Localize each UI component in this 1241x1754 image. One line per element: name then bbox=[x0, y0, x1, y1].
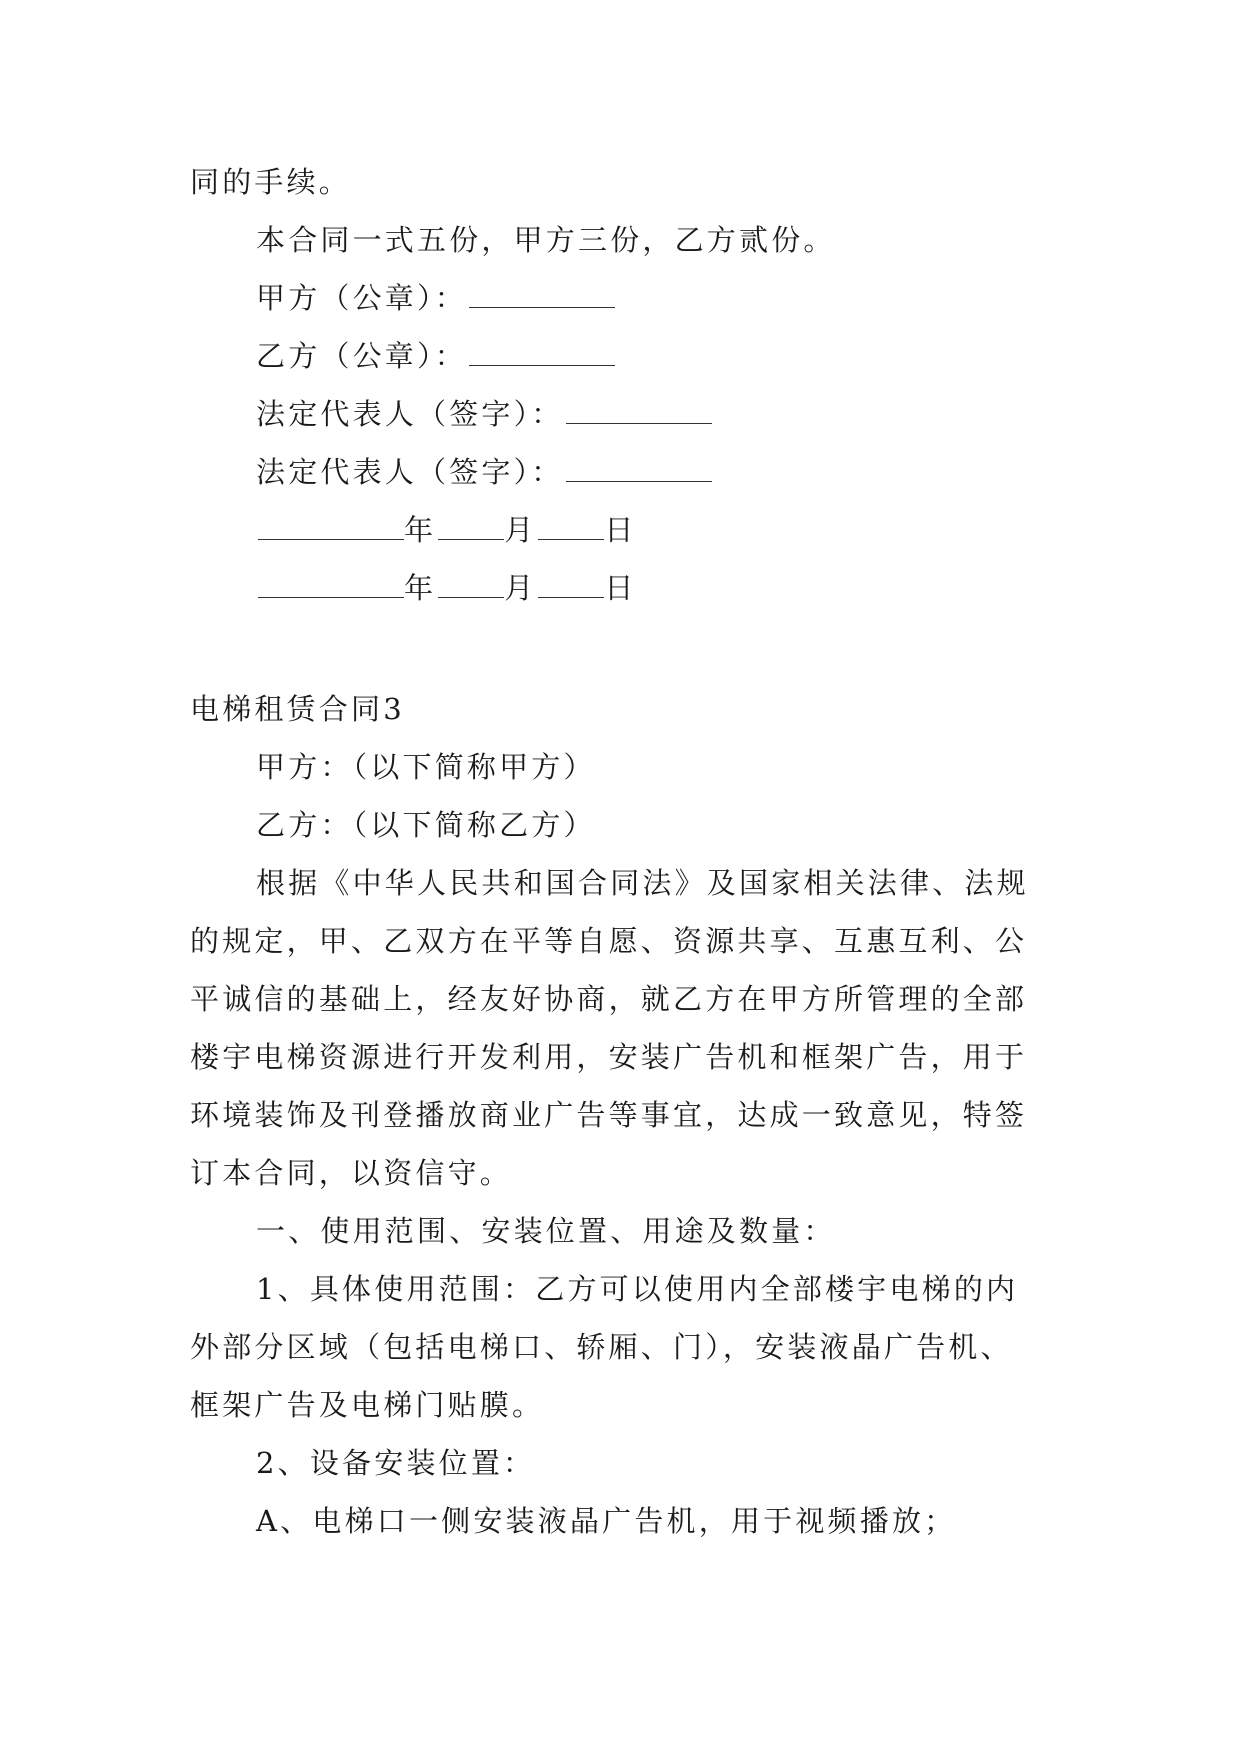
text-line: 1、具体使用范围：乙方可以使用内全部楼宇电梯的内 bbox=[256, 1272, 1019, 1306]
blank-field bbox=[438, 571, 504, 598]
blank-field bbox=[469, 339, 615, 366]
legal-rep-line: 法定代表人（签字）： bbox=[256, 452, 712, 492]
text-line: 本合同一式五份，甲方三份，乙方贰份。 bbox=[256, 223, 836, 257]
blank-field bbox=[258, 571, 404, 598]
text-line: A、电梯口一侧安装液晶广告机，用于视频播放； bbox=[256, 1504, 957, 1538]
text-line: 甲方：（以下简称甲方） bbox=[256, 750, 596, 784]
blank-field bbox=[538, 513, 604, 540]
text-line: 根据《中华人民共和国合同法》及国家相关法律、法规 bbox=[256, 866, 1029, 900]
text-line: 楼宇电梯资源进行开发利用，安装广告机和框架广告，用于 bbox=[190, 1040, 1028, 1074]
blank-field bbox=[258, 513, 404, 540]
text-line: 外部分区域（包括电梯口、轿厢、门），安装液晶广告机、 bbox=[190, 1330, 1013, 1364]
text-line: 的规定，甲、乙双方在平等自愿、资源共享、互惠互利、公 bbox=[190, 924, 1028, 958]
text-line: 订本合同，以资信守。 bbox=[190, 1156, 513, 1190]
date-line: 年 月 日 bbox=[256, 510, 637, 550]
text-line: 2、设备安装位置： bbox=[256, 1446, 536, 1480]
signature-line-party-a: 甲方（公章）： bbox=[256, 278, 615, 318]
blank-field bbox=[538, 571, 604, 598]
text-line: 环境装饰及刊登播放商业广告等事宜，达成一致意见，特签 bbox=[190, 1098, 1028, 1132]
section-title: 电梯租赁合同3 bbox=[190, 692, 405, 726]
text-line: 同的手续。 bbox=[190, 165, 352, 199]
legal-rep-line: 法定代表人（签字）： bbox=[256, 394, 712, 434]
blank-field bbox=[566, 455, 712, 482]
date-line: 年 月 日 bbox=[256, 568, 637, 608]
text-line: 框架广告及电梯门贴膜。 bbox=[190, 1388, 545, 1422]
text-line: 平诚信的基础上，经友好协商，就乙方在甲方所管理的全部 bbox=[190, 982, 1028, 1016]
blank-field bbox=[438, 513, 504, 540]
signature-line-party-b: 乙方（公章）： bbox=[256, 336, 615, 376]
blank-field bbox=[566, 397, 712, 424]
text-line: 乙方：（以下简称乙方） bbox=[256, 808, 596, 842]
text-line: 一、使用范围、安装位置、用途及数量： bbox=[256, 1214, 836, 1248]
blank-field bbox=[469, 281, 615, 308]
